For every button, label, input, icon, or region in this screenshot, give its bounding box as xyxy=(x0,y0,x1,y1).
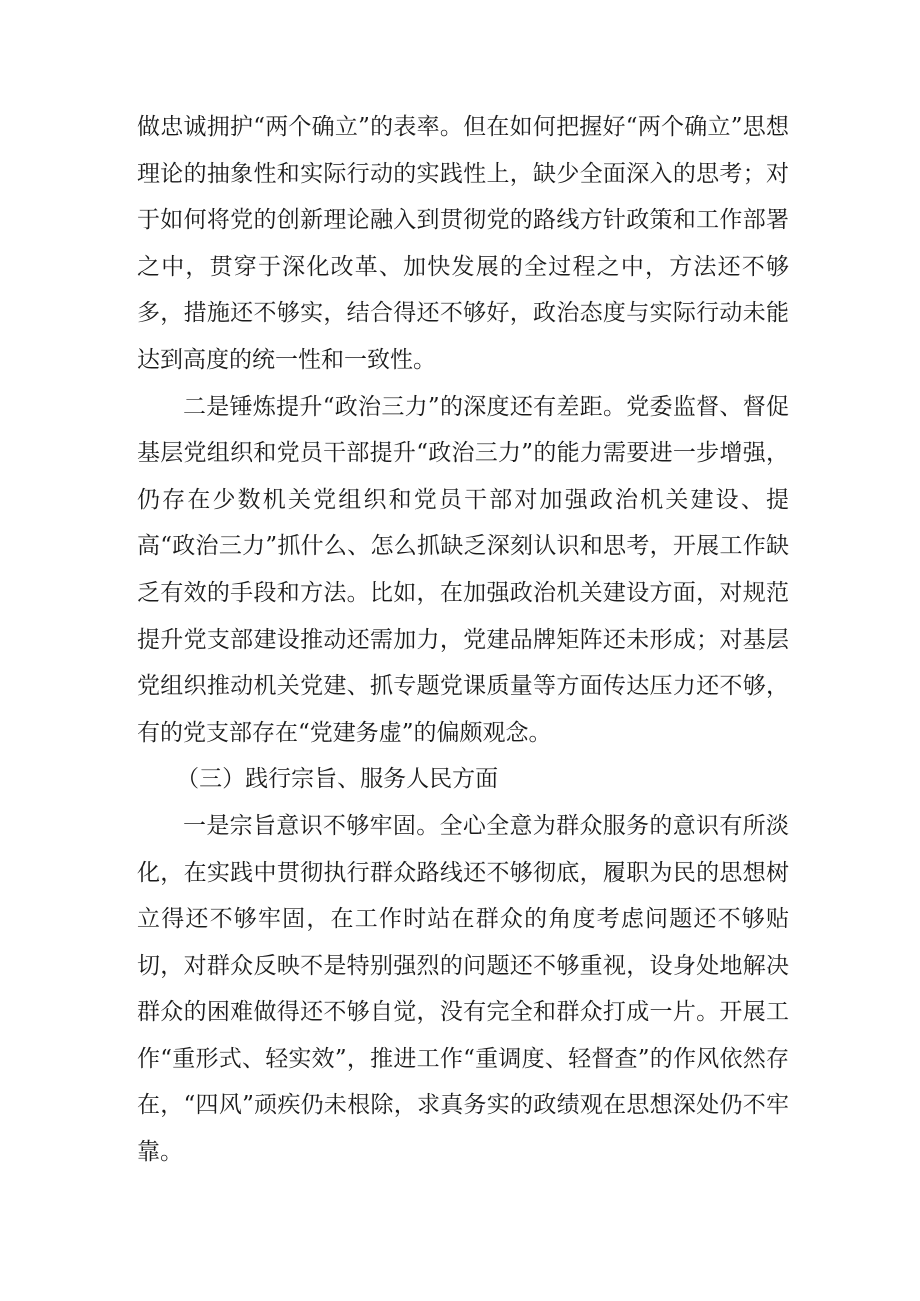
paragraph-continuation: 做忠诚拥护“两个确立”的表率。但在如何把握好“两个确立”思想理论的抽象性和实际行动的实践性上，缺少全面深入的思考；对于如何将党的创新理论融入到贯彻党的路线方针政策和工作部署之中，贯穿于深化改革、加快发展的全过程之中，方法还不够多，措施还不够实，结合得还不够好，政治态度与实际行动未能达到高度的统一性和一致性。 xyxy=(137,114,789,373)
document-body xyxy=(137,104,789,1176)
section-heading-serving-people: （三）践行宗旨、服务人民方面 xyxy=(176,766,499,793)
paragraph-political-capability: 二是锤炼提升“政治三力”的深度还有差距。党委监督、督促基层党组织和党员干部提升“政治三力”的能力需要进一步增强，仍存在少数机关党组织和党员干部对加强政治机关建设、提高“政治三力”抓什么、怎么抓缺乏深刻认识和思考，开展工作缺乏有效的手段和方法。比如，在加强政治机关建设方面，对规范提升党支部建设推动还需加力，党建品牌矩阵还未形成；对基层党组织推动机关党建、抓专题党课质量等方面传达压力还不够，有的党支部存在“党建务虚”的偏颇观念。 xyxy=(137,393,789,746)
paragraph-purpose-awareness: 一是宗旨意识不够牢固。全心全意为群众服务的意识有所淡化，在实践中贯彻执行群众路线还不够彻底，履职为民的思想树立得还不够牢固，在工作时站在群众的角度考虑问题还不够贴切，对群众反映不是特别强烈的问题还不够重视，设身处地解决群众的困难做得还不够自觉，没有完全和群众打成一片。开展工作“重形式、轻实效”，推进工作“重调度、轻督查”的作风依然存在，“四风”顽疾仍未根除，求真务实的政绩观在思想深处仍不牢靠。 xyxy=(137,812,789,1166)
